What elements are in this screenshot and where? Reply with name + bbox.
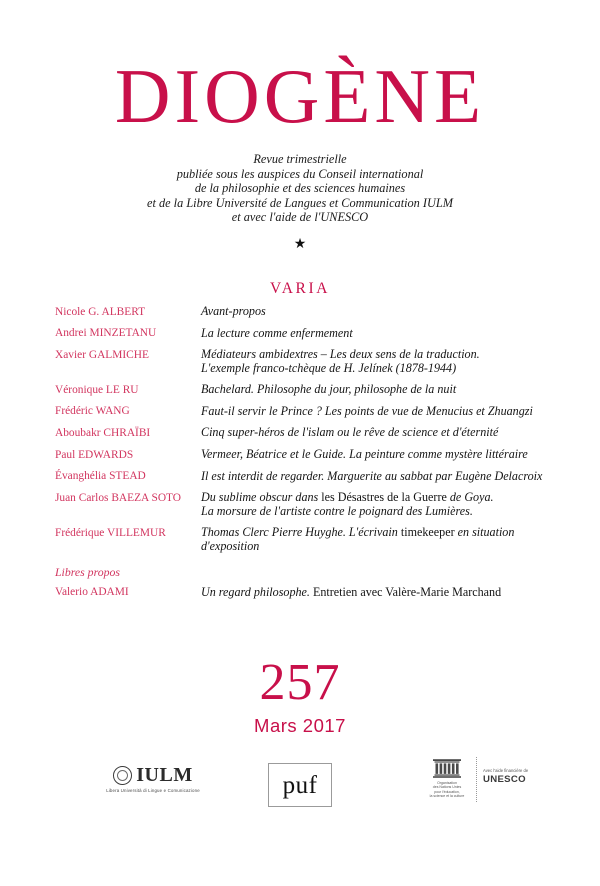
masthead [0,53,600,139]
journal-subtitle [0,152,600,225]
toc-author: Nicole G. ALBERT [55,305,146,318]
toc-title: Il est interdit de regarder. Marguerite au sabbat par Eugène Delacroix [201,468,543,483]
toc-title: Du sublime obscur dans les Désastres de la Guerre de Goya. La morsure de l'artiste contre le poignard des Lumières. [201,490,494,519]
toc-title: Faut-il servir le Prince ? Les points de vue de Menucius et Zhuangzi [201,403,533,418]
toc-title: Avant-propos [201,304,266,318]
toc-author: Frédéric WANG [55,405,130,418]
toc-title: Bachelard. Philosophe du jour, philosophe de la nuit [201,382,457,397]
toc-entry [55,426,555,440]
subtitle-line: publiée sous les auspices du Conseil international [176,166,424,181]
toc-entry [55,383,555,397]
toc-title: Thomas Clerc Pierre Huyghe. L'écrivain timekeeper en situation d'exposition [201,525,515,554]
iulm-wordmark: IULM [136,764,193,786]
toc-title: Un regard philosophe. Entretien avec Valère-Marie Marchand [201,584,502,599]
section-heading-varia: VARIA [269,280,331,297]
toc-entry [55,305,555,319]
puf-logo [268,763,332,807]
table-of-contents [55,305,555,607]
toc-entry [55,470,555,484]
subtitle-line: et de la Libre Université de Langues et Communication IULM [147,195,453,210]
toc-entry [55,327,555,341]
toc-entry [55,405,555,419]
issue-number: 257 [259,654,341,711]
toc-author: Véronique LE RU [55,383,139,396]
toc-author: Aboubakr CHRAÏBI [55,426,151,439]
issue-date: Mars 2017 [254,715,346,736]
toc-author: Juan Carlos BAEZA SOTO [55,491,182,504]
subtitle-line: Revue trimestrielle [253,152,347,166]
toc-author: Évanghélia STEAD [55,470,146,483]
unesco-wordmark: UNESCO [483,774,526,786]
subtitle-line: et avec l'aide de l'UNESCO [231,210,369,225]
unesco-support-line: Avec l'aide financière de [483,768,529,773]
journal-title: DIOGÈNE [114,53,486,139]
toc-entry [55,491,555,519]
iulm-crest-icon [113,766,132,785]
toc-title: Médiateurs ambidextres – Les deux sens de la traduction. L'exemple franco-tchèque de H. Jelínek (1878-1944) [201,347,480,375]
iulm-logo [78,765,228,793]
footer-logos [0,755,600,815]
section-heading-libres-propos: Libres propos [55,564,121,579]
toc-author: Andrei MINZETANU [55,327,157,340]
toc-author: Paul EDWARDS [55,448,134,461]
toc-author: Valerio ADAMI [55,586,129,599]
unesco-org-name: Organisation des Nations Unies pour l'éducation, la science et la culture [429,781,465,799]
iulm-tagline: Libera Università di Lingue e Comunicazione [106,787,200,793]
toc-entry [55,526,555,554]
toc-entry [55,448,555,462]
toc-author: Frédérique VILLEMUR [55,526,166,539]
puf-wordmark: puf [282,771,318,799]
toc-entry [55,586,555,600]
star-icon: ★ [293,237,307,252]
toc-title: La lecture comme enfermement [201,325,353,340]
toc-title: Vermeer, Béatrice et le Guide. La peinture comme mystère littéraire [201,447,528,462]
unesco-logo [424,757,554,802]
toc-title: Cinq super-héros de l'islam ou le rêve de science et d'éternité [201,425,499,440]
unesco-temple-icon [432,757,462,779]
subtitle-line: de la philosophie et des sciences humaines [194,181,406,196]
toc-author: Xavier GALMICHE [55,348,149,361]
toc-entry [55,348,555,376]
